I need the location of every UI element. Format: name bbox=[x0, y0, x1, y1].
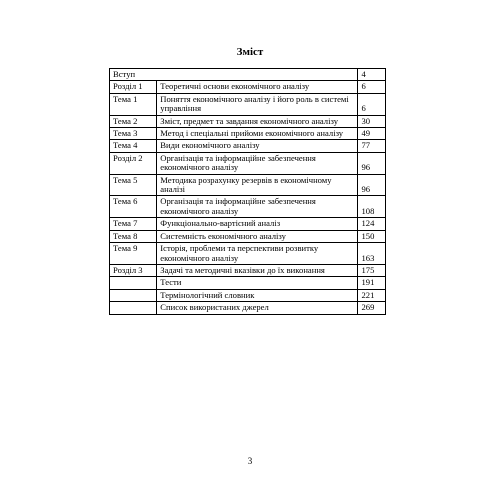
toc-row-title: Поняття економічного аналізу і його роль в системі управління bbox=[157, 93, 358, 115]
toc-row-tests bbox=[110, 277, 386, 289]
toc-row-page: 163 bbox=[358, 243, 386, 265]
toc-row-topic-4 bbox=[110, 140, 386, 152]
toc-row-title: Види економічного аналізу bbox=[157, 140, 358, 152]
toc-row-title: Організація та інформаційне забезпечення економічного аналізу bbox=[157, 196, 358, 218]
toc-row-page: 124 bbox=[358, 218, 386, 230]
toc-row-section-1 bbox=[110, 81, 386, 93]
toc-row-label: Тема 2 bbox=[110, 115, 157, 127]
toc-row-title: Теоретичні основи економічного аналізу bbox=[157, 81, 358, 93]
toc-row-title: Зміст, предмет та завдання економічного аналізу bbox=[157, 115, 358, 127]
toc-row-title: Тести bbox=[157, 277, 358, 289]
toc-row-references bbox=[110, 302, 386, 314]
toc-row-page: 96 bbox=[358, 152, 386, 174]
toc-row-title: Задачі та методичні вказівки до їх виконання bbox=[157, 264, 358, 276]
toc-row-topic-8 bbox=[110, 230, 386, 242]
document-title: Зміст bbox=[236, 46, 264, 58]
toc-row-topic-9 bbox=[110, 243, 386, 265]
toc-row-title: Список використаних джерел bbox=[157, 302, 358, 314]
toc-row-title: Методика розрахунку резервів в економічному аналізі bbox=[157, 174, 358, 196]
toc-row-label bbox=[110, 302, 157, 314]
toc-row-label bbox=[110, 277, 157, 289]
toc-row-page: 221 bbox=[358, 289, 386, 301]
toc-row-label: Розділ 2 bbox=[110, 152, 157, 174]
toc-row-section-2 bbox=[110, 152, 386, 174]
toc-row-label: Вступ bbox=[110, 69, 358, 81]
toc-row-label: Тема 4 bbox=[110, 140, 157, 152]
toc-row-topic-3 bbox=[110, 128, 386, 140]
toc-row-topic-7 bbox=[110, 218, 386, 230]
toc-row-title: Історія, проблеми та перспективи розвитку економічного аналізу bbox=[157, 243, 358, 265]
toc-row-label: Розділ 1 bbox=[110, 81, 157, 93]
page-number: 3 bbox=[247, 456, 253, 466]
toc-row-title: Термінологічний словник bbox=[157, 289, 358, 301]
toc-row-page: 77 bbox=[358, 140, 386, 152]
toc-row-page: 108 bbox=[358, 196, 386, 218]
toc-row-topic-6 bbox=[110, 196, 386, 218]
toc-row-label: Тема 8 bbox=[110, 230, 157, 242]
toc-row-page: 4 bbox=[358, 69, 386, 81]
toc-row-page: 269 bbox=[358, 302, 386, 314]
toc-row-title: Метод і спеціальні прийоми економічного аналізу bbox=[157, 128, 358, 140]
toc-row-label: Тема 6 bbox=[110, 196, 157, 218]
toc-row-label bbox=[110, 289, 157, 301]
toc-row-label: Тема 5 bbox=[110, 174, 157, 196]
toc-row-topic-1 bbox=[110, 93, 386, 115]
toc-row-title: Функціонально-вартісний аналіз bbox=[157, 218, 358, 230]
toc-row-page: 150 bbox=[358, 230, 386, 242]
toc-row-topic-2 bbox=[110, 115, 386, 127]
toc-row-page: 49 bbox=[358, 128, 386, 140]
table-of-contents bbox=[109, 68, 386, 315]
toc-row-label: Тема 9 bbox=[110, 243, 157, 265]
toc-row-topic-5 bbox=[110, 174, 386, 196]
toc-row-page: 6 bbox=[358, 93, 386, 115]
toc-row-title: Організація та інформаційне забезпечення економічного аналізу bbox=[157, 152, 358, 174]
toc-row-glossary bbox=[110, 289, 386, 301]
toc-row-page: 191 bbox=[358, 277, 386, 289]
toc-row-page: 6 bbox=[358, 81, 386, 93]
toc-row-page: 30 bbox=[358, 115, 386, 127]
toc-row-title: Системність економічного аналізу bbox=[157, 230, 358, 242]
toc-row-section-3 bbox=[110, 264, 386, 276]
toc-row-label: Розділ 3 bbox=[110, 264, 157, 276]
toc-row-page: 96 bbox=[358, 174, 386, 196]
toc-row-page: 175 bbox=[358, 264, 386, 276]
toc-row-label: Тема 3 bbox=[110, 128, 157, 140]
toc-row-label: Тема 1 bbox=[110, 93, 157, 115]
toc-row-label: Тема 7 bbox=[110, 218, 157, 230]
toc-row-intro bbox=[110, 69, 386, 81]
